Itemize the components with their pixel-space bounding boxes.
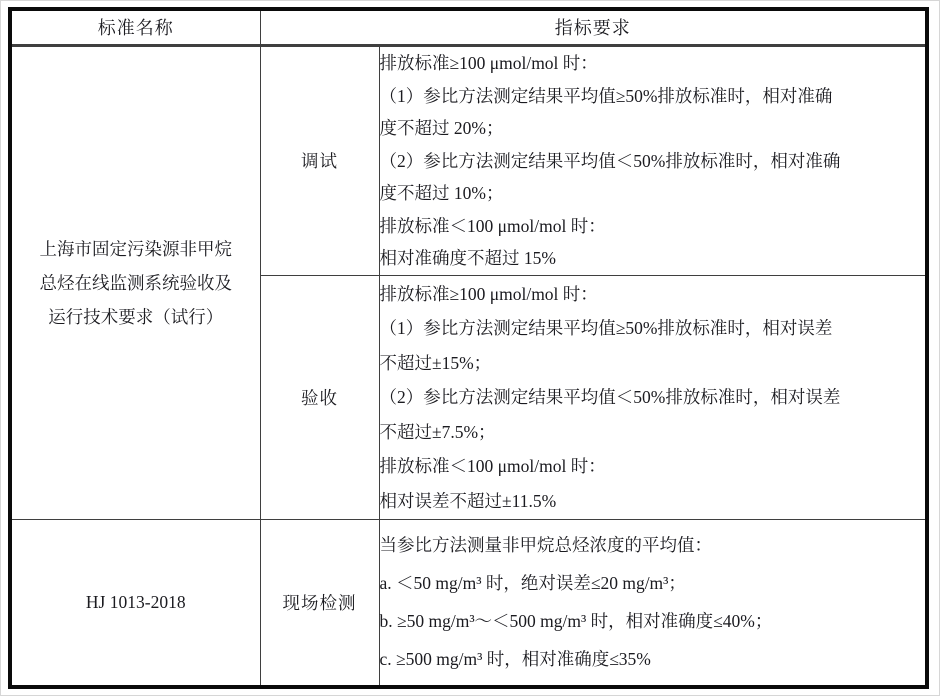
header-standard-name: 标准名称	[10, 9, 260, 45]
text-line: 运行技术要求（试行）	[48, 306, 224, 327]
standards-requirements-table	[8, 7, 929, 689]
requirement-line: 相对误差不超过±11.5%	[379, 490, 557, 511]
requirement-line: a. ＜50 mg/m³ 时，绝对误差≤20 mg/m³；	[379, 573, 686, 594]
phase-cell-yanshou: 验收	[260, 276, 379, 520]
phase-cell-tiaoshi: 调试	[260, 45, 379, 276]
standard-name-cell-hj1013	[10, 519, 260, 687]
requirement-line: 当参比方法测量非甲烷总烃浓度的平均值：	[379, 535, 712, 556]
requirement-line: （2）参比方法测定结果平均值＜50%排放标准时，相对误差	[379, 387, 841, 408]
requirement-line: c. ≥500 mg/m³ 时，相对准确度≤35%	[379, 649, 651, 670]
requirement-line: （1）参比方法测定结果平均值≥50%排放标准时，相对准确	[379, 85, 833, 106]
standard-name-text	[12, 585, 260, 619]
table-row-shanghai-tiaoshi	[10, 45, 927, 276]
requirement-line: 度不超过 10%；	[379, 183, 504, 204]
requirement-line: 不超过±7.5%；	[379, 421, 496, 442]
table-header-row	[10, 9, 927, 45]
text-line: 上海市固定污染源非甲烷	[39, 238, 232, 259]
text-line: HJ 1013-2018	[85, 592, 186, 613]
standard-name-cell-shanghai	[10, 45, 260, 519]
requirement-line: 排放标准≥100 μmol/mol 时：	[379, 283, 598, 304]
header-requirement: 指标要求	[260, 9, 927, 45]
requirement-text-tiaoshi	[380, 47, 926, 276]
requirement-line: 相对准确度不超过 15%	[379, 248, 556, 269]
requirement-text-xianchang	[380, 520, 926, 685]
requirement-line: （2）参比方法测定结果平均值＜50%排放标准时，相对准确	[379, 150, 841, 171]
requirement-line: 度不超过 20%；	[379, 118, 504, 139]
requirement-line: （1）参比方法测定结果平均值≥50%排放标准时，相对误差	[379, 318, 833, 339]
table-row-hj1013	[10, 519, 927, 687]
standard-name-text	[12, 232, 260, 334]
requirement-line: b. ≥50 mg/m³～＜500 mg/m³ 时，相对准确度≤40%；	[379, 611, 773, 632]
requirement-cell-yanshou	[379, 276, 927, 520]
requirement-cell-xianchang	[379, 519, 927, 687]
requirement-text-yanshou	[380, 276, 926, 519]
requirement-line: 排放标准＜100 μmol/mol 时：	[379, 456, 606, 477]
phase-cell-xianchang: 现场检测	[260, 519, 379, 687]
requirement-line: 排放标准≥100 μmol/mol 时：	[379, 53, 598, 74]
requirement-line: 不超过±15%；	[379, 352, 492, 373]
requirement-line: 排放标准＜100 μmol/mol 时：	[379, 215, 606, 236]
requirement-cell-tiaoshi	[379, 45, 927, 276]
text-line: 总烃在线监测系统验收及	[39, 272, 232, 293]
